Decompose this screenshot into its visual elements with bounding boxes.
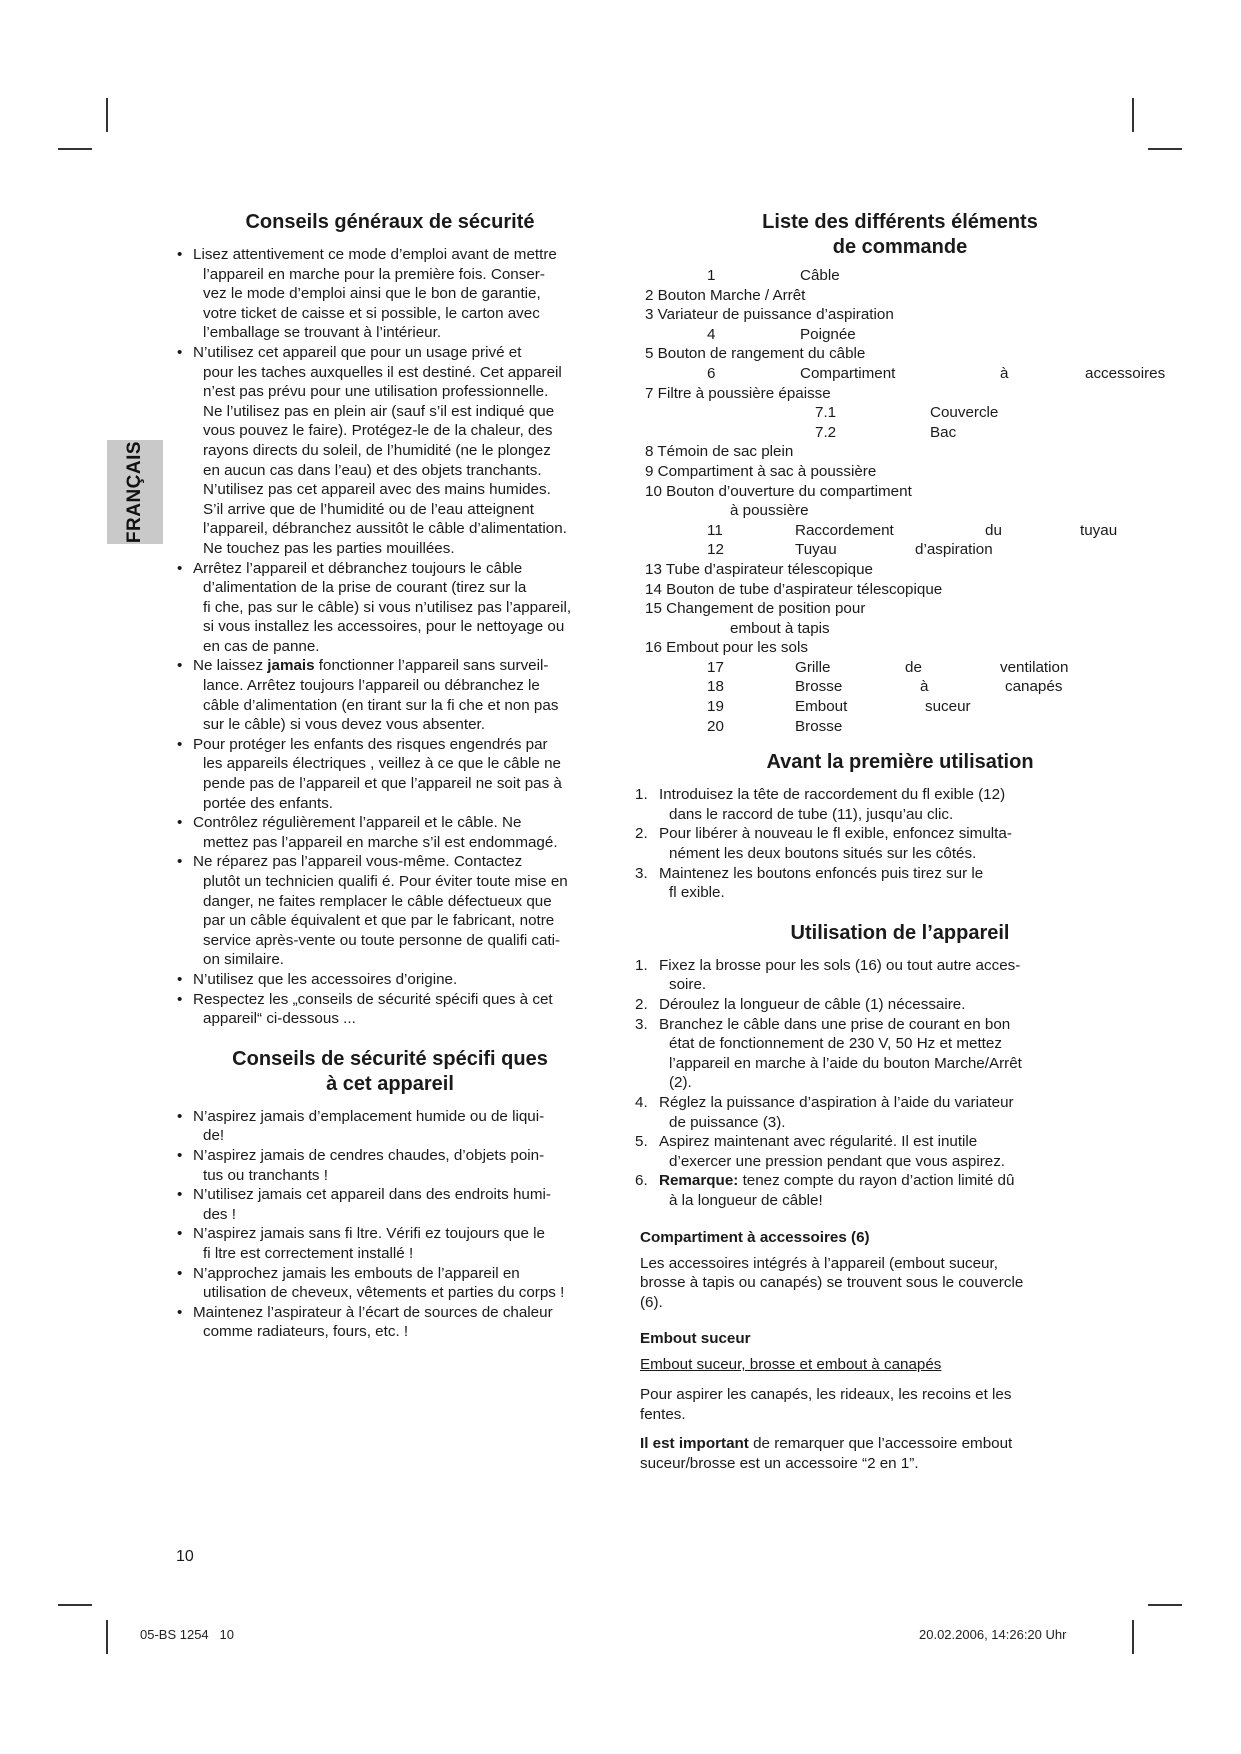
step-line: nément les deux boutons situés sur les côtés.: [669, 845, 977, 863]
bullet-line: Respectez les „conseils de sécurité spécifi ques à cet: [193, 990, 553, 1008]
crop-mark: [1148, 1604, 1182, 1606]
control-item: [645, 658, 1195, 678]
control-item: [645, 364, 1195, 384]
nozzle-text-line1: Pour aspirer les canapés, les rideaux, les recoins et les: [640, 1385, 1012, 1403]
right-column: [635, 210, 1195, 1483]
control-item: [645, 305, 1195, 325]
step-number: 6.: [635, 1172, 648, 1190]
control-item: [645, 677, 1195, 697]
control-item: [645, 580, 1195, 600]
control-item-part: Brosse: [795, 717, 843, 735]
control-item: [645, 442, 1195, 462]
control-item-part: à poussière: [730, 502, 809, 520]
specific-safety-title-line1: Conseils de sécurité spécifi ques: [232, 1047, 548, 1070]
bullet-line: l’appareil en marche pour la première fois. Conser-: [203, 265, 545, 283]
step-number: 2.: [635, 996, 648, 1013]
control-item-part: embout à tapis: [730, 619, 830, 637]
control-item-part: Bac: [930, 423, 957, 441]
step-item: [635, 956, 1195, 995]
important-text-line1: de remarquer que l’accessoire embout: [753, 1435, 1013, 1453]
nozzle-subtitle: Embout suceur, brosse et embout à canapés: [640, 1356, 942, 1374]
control-item: [645, 697, 1195, 717]
control-item-part: 20: [707, 717, 724, 735]
crop-mark: [106, 98, 108, 132]
step-line: Branchez le câble dans une prise de courant en bon: [659, 1015, 1011, 1033]
bullet-line: service après-vente ou toute personne de qualifi cati-: [203, 931, 561, 949]
control-item-part: Couvercle: [930, 404, 999, 422]
left-column: [176, 210, 624, 1354]
bullet-line: si vous installez les accessoires, pour le nettoyage ou: [203, 618, 565, 636]
crop-mark: [58, 1604, 92, 1606]
step-line: Réglez la puissance d’aspiration à l’aide du variateur: [659, 1093, 1014, 1111]
control-item: [645, 521, 1195, 541]
crop-mark: [1148, 148, 1182, 150]
crop-mark: [1132, 1620, 1134, 1654]
step-line: Fixez la brosse pour les sols (16) ou tout autre acces-: [659, 956, 1021, 974]
specific-safety-list: [176, 1107, 624, 1342]
bullet-line: Ne réparez pas l’appareil vous-même. Contactez: [193, 853, 523, 871]
accessory-compartment-title: Compartiment à accessoires (6): [640, 1228, 870, 1246]
bullet-line: rayons directs du soleil, de l’humidité (ne le plongez: [203, 441, 551, 459]
nozzle-text: [640, 1385, 1195, 1424]
usage-steps: [635, 956, 1195, 1211]
bullet-item: [176, 1146, 624, 1185]
control-item-part: d’aspiration: [915, 541, 993, 559]
bullet-item: [176, 1264, 624, 1303]
bullet-item: [176, 970, 624, 990]
bullet-line: d’alimentation de la prise de courant (tirez sur la: [203, 579, 527, 597]
bullet-line: fi ltre est correctement installé !: [203, 1244, 414, 1262]
step-line: l’appareil en marche à l’aide du bouton Marche/Arrêt: [669, 1054, 1022, 1072]
control-item-part: à: [1000, 364, 1009, 382]
bullet-item: [176, 559, 624, 657]
control-item-part: 6: [707, 364, 716, 382]
bullet-line: N’approchez jamais les embouts de l’appareil en: [193, 1264, 520, 1282]
control-item: [645, 638, 1195, 658]
bullet-item: [176, 852, 624, 970]
before-use-steps: [635, 785, 1195, 903]
bullet-line: Contrôlez régulièrement l’appareil et le câble. Ne: [193, 814, 522, 832]
control-item-part: Raccordement: [795, 521, 894, 539]
step-item: [635, 824, 1195, 863]
controls-list: [645, 266, 1195, 736]
bullet-line: N’aspirez jamais sans fi ltre. Vérifi ez toujours que le: [193, 1225, 545, 1243]
control-item-part: 10 Bouton d’ouverture du compartiment: [645, 482, 912, 500]
bullet-line: câble d’alimentation (en tirant sur la fi che et non pas: [203, 696, 559, 714]
control-item-part: 17: [707, 658, 724, 676]
step-line: fl exible.: [669, 884, 725, 902]
control-item-part: 14 Bouton de tube d’aspirateur télescopique: [645, 580, 943, 598]
step-line: soire.: [669, 976, 707, 994]
control-item-part: 18: [707, 678, 724, 696]
bullet-line: on similaire.: [203, 951, 285, 969]
control-item: [645, 344, 1195, 364]
accessory-compartment-text: [640, 1254, 1195, 1313]
crop-mark: [58, 148, 92, 150]
control-item-part: tuyau: [1080, 521, 1118, 539]
control-item-part: Embout: [795, 698, 848, 716]
bullet-line: comme radiateurs, fours, etc. !: [203, 1323, 409, 1341]
control-item-part: 2 Bouton Marche / Arrêt: [645, 286, 806, 304]
step-line: Maintenez les boutons enfoncés puis tirez sur le: [659, 864, 984, 882]
control-item-part: Câble: [800, 267, 840, 284]
control-item: [645, 717, 1195, 737]
bullet-line: vous pouvez le faire). Protégez-le de la chaleur, des: [203, 422, 553, 440]
bullet-line: de!: [203, 1127, 225, 1145]
control-item-part: Grille: [795, 658, 831, 676]
bullet-line: N’aspirez jamais d’emplacement humide ou de liqui-: [193, 1107, 545, 1125]
bullet-line: plutôt un technicien qualifi é. Pour éviter toute mise en: [203, 873, 568, 890]
step-item: [635, 1171, 1195, 1210]
bullet-line: N’utilisez que les accessoires d’origine.: [193, 970, 458, 988]
step-item: [635, 1132, 1195, 1171]
control-item-part: ventilation: [1000, 658, 1069, 676]
control-item: [645, 482, 1195, 502]
bullet-line: appareil“ ci-dessous ...: [203, 1010, 356, 1028]
general-safety-title: Conseils généraux de sécurité: [245, 211, 535, 233]
bullet-line: Maintenez l’aspirateur à l’écart de sources de chaleur: [193, 1303, 553, 1321]
bullet-item: [176, 1185, 624, 1224]
bullet-line: lance. Arrêtez toujours l’appareil ou débranchez le: [203, 677, 540, 695]
control-item-part: Poignée: [800, 325, 856, 343]
control-item-part: Compartiment: [800, 364, 896, 382]
control-item-part: de: [905, 658, 922, 676]
control-item-part: 9 Compartiment à sac à poussière: [645, 462, 877, 480]
step-line: d’exercer une pression pendant que vous aspirez.: [669, 1152, 1006, 1170]
control-item-part: 3 Variateur de puissance d’aspiration: [645, 306, 894, 324]
accessory-text-line2: brosse à tapis ou canapés) se trouvent sous le couvercle: [640, 1274, 1024, 1292]
bullet-item: [176, 656, 624, 734]
crop-mark: [106, 1620, 108, 1654]
bullet-line: Pour protéger les enfants des risques engendrés par: [193, 735, 548, 753]
bullet-line: en aucun cas dans l’eau) et des objets tranchants.: [203, 461, 542, 479]
step-item: [635, 1093, 1195, 1132]
control-item-part: 11: [707, 521, 723, 539]
bullet-item: [176, 1224, 624, 1263]
bullet-line: Arrêtez l’appareil et débranchez toujours le câble: [193, 559, 523, 577]
step-number: 5.: [635, 1133, 648, 1151]
control-item-part: 4: [707, 325, 716, 343]
control-item: [645, 501, 1195, 521]
accessory-text-line3: (6).: [640, 1293, 663, 1311]
control-item: [645, 619, 1195, 639]
step-number: 3.: [635, 864, 648, 882]
step-line: Introduisez la tête de raccordement du fl exible (12): [659, 786, 1006, 804]
specific-safety-title: [176, 1047, 624, 1097]
important-text-line2: suceur/brosse est un accessoire “2 en 1”.: [640, 1454, 919, 1472]
bullet-line: Ne touchez pas les parties mouillées.: [203, 539, 455, 557]
bullet-line: S’il arrive que de l’humidité ou de l’eau atteignent: [203, 500, 534, 518]
bullet-line: des !: [203, 1205, 236, 1223]
step-number: 3.: [635, 1015, 648, 1033]
step-line: dans le raccord de tube (11), jusqu’au clic.: [669, 805, 954, 823]
control-item: [645, 423, 1195, 443]
bullet-line: N’utilisez pas cet appareil avec des mains humides.: [203, 481, 551, 499]
nozzle-text-line2: fentes.: [640, 1405, 686, 1423]
crop-mark: [1132, 98, 1134, 132]
control-item-part: 5 Bouton de rangement du câble: [645, 345, 866, 363]
bullet-line: N’utilisez jamais cet appareil dans des endroits humi-: [193, 1186, 551, 1204]
step-line: Aspirez maintenant avec régularité. Il est inutile: [659, 1133, 978, 1151]
bullet-line: n’est pas prévu pour une utilisation professionnelle.: [203, 383, 549, 401]
usage-title: Utilisation de l’appareil: [790, 921, 1010, 944]
bullet-line: en cas de panne.: [203, 637, 320, 655]
control-item: [645, 403, 1195, 423]
control-item: [645, 599, 1195, 619]
control-item-part: 16 Embout pour les sols: [645, 639, 808, 657]
step-number: 1.: [635, 786, 648, 804]
step-line: Remarque: tenez compte du rayon d’action limité dû: [659, 1172, 1015, 1190]
control-item-part: 1: [707, 267, 716, 284]
step-item: [635, 995, 1195, 1015]
step-item: [635, 864, 1195, 903]
control-item: [645, 384, 1195, 404]
bullet-item: [176, 990, 624, 1029]
bullet-line: les appareils électriques , veillez à ce que le câble ne: [203, 755, 561, 773]
control-item-part: 12: [707, 541, 724, 559]
bullet-item: [176, 1303, 624, 1342]
bullet-item: [176, 343, 624, 559]
control-item-part: Brosse: [795, 678, 843, 696]
control-item: [645, 325, 1195, 345]
step-line: Pour libérer à nouveau le fl exible, enfoncez simulta-: [659, 825, 1012, 843]
bullet-line: pour les taches auxquelles il est destiné. Cet appareil: [203, 363, 562, 381]
specific-safety-title-line2: à cet appareil: [326, 1072, 454, 1095]
bullet-line: l’appareil, débranchez aussitôt le câble d’alimentation.: [203, 520, 567, 538]
control-item-part: suceur: [925, 698, 971, 716]
bullet-line: portée des enfants.: [203, 794, 334, 812]
bullet-item: [176, 813, 624, 852]
bullet-line: utilisation de cheveux, vêtements et parties du corps !: [203, 1284, 565, 1302]
control-item: [645, 560, 1195, 580]
bullet-line: Ne l’utilisez pas en plein air (sauf s’il est indiqué que: [203, 402, 555, 420]
step-line: à la longueur de câble!: [669, 1191, 823, 1209]
footer-timestamp: 20.02.2006, 14:26:20 Uhr: [919, 1627, 1067, 1642]
control-item-part: 19: [707, 698, 724, 716]
control-item: [645, 462, 1195, 482]
control-item-part: 7.2: [815, 423, 837, 441]
bullet-line: par un câble équivalent et que par le fabricant, notre: [203, 912, 555, 930]
bullet-line: Lisez attentivement ce mode d’emploi avant de mettre: [193, 246, 557, 263]
footer-document-id: 05-BS 1254 10: [140, 1627, 234, 1642]
control-item: [645, 540, 1195, 560]
bullet-line: l’emballage se trouvant à l’intérieur.: [203, 324, 442, 342]
bullet-line: votre ticket de caisse et si possible, le carton avec: [203, 304, 540, 322]
controls-title-line1: Liste des différents éléments: [762, 211, 1038, 233]
step-number: 1.: [635, 956, 648, 974]
bullet-line: Ne laissez jamais fonctionner l’appareil sans surveil-: [193, 657, 549, 675]
step-item: [635, 1015, 1195, 1093]
control-item-part: 7 Filtre à poussière épaisse: [645, 384, 831, 402]
bullet-line: N’aspirez jamais de cendres chaudes, d’objets poin-: [193, 1146, 545, 1164]
important-label: Il est important: [640, 1435, 749, 1453]
before-use-title: Avant la première utilisation: [766, 751, 1034, 774]
step-number: 2.: [635, 825, 648, 843]
step-line: (2).: [669, 1074, 692, 1092]
control-item-part: 13 Tube d’aspirateur télescopique: [645, 560, 873, 578]
bullet-line: sur le câble) si vous devez vous absenter.: [203, 716, 485, 734]
controls-title: [645, 210, 1195, 260]
bullet-item: [176, 1107, 624, 1146]
bullet-line: N’utilisez cet appareil que pour un usage privé et: [193, 343, 522, 361]
page-number: 10: [176, 1548, 194, 1565]
nozzle-title: Embout suceur: [640, 1330, 751, 1348]
step-number: 4.: [635, 1093, 648, 1111]
language-tab-label: FRANÇAIS: [124, 440, 145, 544]
control-item-part: Tuyau: [795, 541, 837, 559]
language-tab: [107, 440, 163, 544]
bullet-line: tus ou tranchants !: [203, 1166, 328, 1184]
control-item: [645, 286, 1195, 306]
bullet-line: vez le mode d’emploi ainsi que le bon de garantie,: [203, 285, 541, 303]
control-item-part: à: [920, 678, 929, 696]
control-item-part: accessoires: [1085, 364, 1166, 382]
important-note: [640, 1434, 1195, 1473]
accessory-text-line1: Les accessoires intégrés à l’appareil (embout suceur,: [640, 1254, 998, 1272]
bullet-item: [176, 245, 624, 343]
step-item: [635, 785, 1195, 824]
control-item-part: 15 Changement de position pour: [645, 600, 866, 618]
control-item-part: 8 Témoin de sac plein: [645, 443, 794, 461]
step-line: état de fonctionnement de 230 V, 50 Hz et mettez: [669, 1035, 1002, 1053]
control-item-part: canapés: [1005, 678, 1063, 696]
control-item: [645, 266, 1195, 286]
bullet-line: fi che, pas sur le câble) si vous n’utilisez pas l’appareil,: [203, 598, 572, 616]
bullet-line: mettez pas l’appareil en marche s’il est endommagé.: [203, 833, 558, 851]
step-line: Déroulez la longueur de câble (1) nécessaire.: [659, 996, 966, 1013]
step-line: de puissance (3).: [669, 1113, 786, 1131]
control-item-part: du: [985, 521, 1002, 539]
controls-title-line2: de commande: [832, 236, 968, 258]
bullet-line: pende pas de l’appareil et que l’appareil ne soit pas à: [203, 775, 562, 793]
bullet-item: [176, 735, 624, 813]
general-safety-list: [176, 245, 624, 1029]
control-item-part: 7.1: [815, 404, 837, 422]
bullet-line: danger, ne faites remplacer le câble défectueux que: [203, 892, 552, 910]
